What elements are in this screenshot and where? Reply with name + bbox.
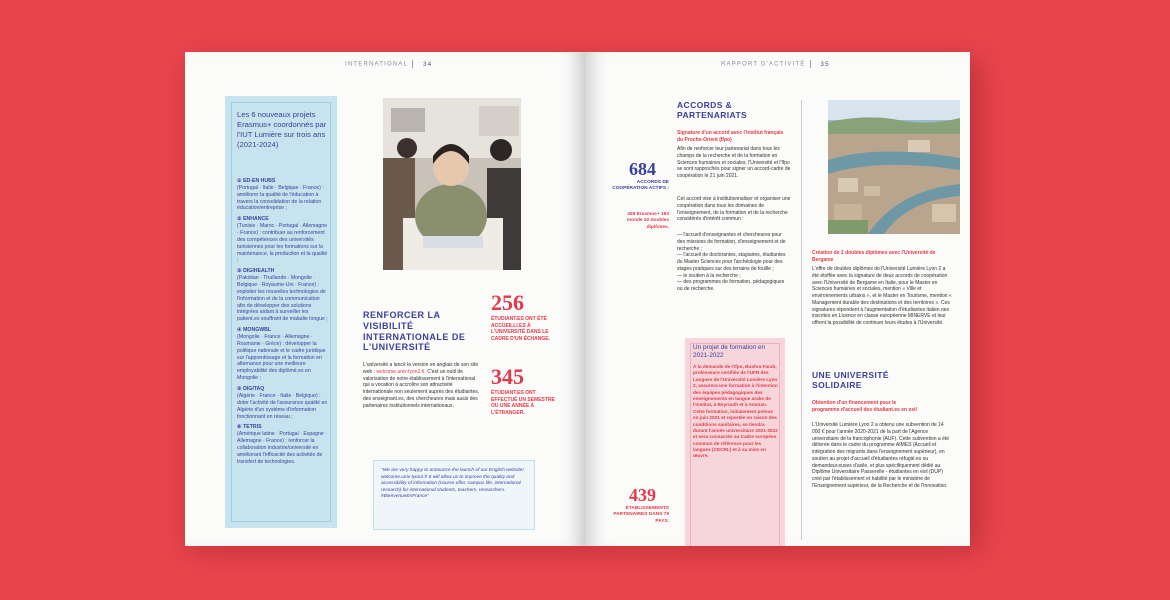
bergame-text: L'offre de doubles diplômes de l'Université Lumière Lyon 2 a été étoffée avec la signature de deux accords de coopération avec l'Université de Bergame en Italie, pour le Master en Sciences humaines et sociales, mention « Ville et environnements urbains », et le Master en Tourisme, mention « Management durable des destinations et des territoires ». Ces signatures répondent à l'augmentation d'étudiantes italien.nes inscrites en Licence en classe européenne MINERVE et leur offrent la possibilité de continuer leurs études à l'Université.	[812, 266, 952, 326]
section-title: RENFORCER LA VISIBILITÉ INTERNATIONALE DE L'UNIVERSITÉ	[363, 310, 466, 353]
bergame-subhead: Création de 2 doubles diplômes avec l'Université de Bergame	[812, 250, 936, 263]
list-item: — l'accueil de doctorantes, stagiaires, étudiantes du Master Sciences pour l'archéologie pour des stages pratiques sur des terrains de fouille ;	[677, 252, 786, 272]
left-page	[185, 52, 585, 546]
list-item: — le soutien à la recherche ;	[677, 272, 741, 279]
project-item: ① ED-EN HUBS (Portugal · Italie · Belgique · France) : améliorer la qualité de l'éducation à travers la consolidation de la relation éducation/entreprise ;	[237, 178, 324, 212]
project-item: ⑤ DIGITAQ (Algérie · France · Italie · Belgique) : doter l'activité de l'assurance qualité en Algérie d'un système d'information fonctionnant en réseau ;	[237, 386, 328, 420]
stat-value-439: 439	[629, 485, 656, 505]
ifpo-paragraph-1: Afin de renforcer leur partenariat dans tous les champs de la recherche et de la formation en Sciences humaines et sociales, l'Université et l'Ifpo se sont rapprochés pour signer un accord-cadre de coopération le 21 juin 2021.	[677, 146, 791, 179]
stat-label-439: ÉTABLISSEMENTS PARTENAIRES DANS 79 PAYS.	[613, 506, 669, 524]
stat-label-345: ÉTUDIANT.ES ONT EFFECTUÉ UN SEMESTRE OU UNE ANNÉE À L'ÉTRANGER.	[491, 390, 555, 416]
stat-label-684: ACCORDS DE COOPÉRATION ACTIFS :	[612, 180, 669, 192]
project-item: ② ENHANCE (Tunisie · Maroc · Portugal · Allemagne · France) : contribuer au renforcement des compétences des universités tunisiennes pour les formations sur la maintenance, la production et la qualité ;	[237, 216, 328, 264]
ifpo-subhead: Signature d'un accord avec l'Institut français du Proche-Orient (Ifpo)	[677, 130, 784, 143]
list-item: — des programmes de formation, pédagogiques ou de recherche.	[677, 279, 785, 292]
student-photo	[383, 98, 521, 270]
page-number-left: 34	[423, 61, 433, 68]
solidaire-text: L'Université Lumière Lyon 2 a obtenu une subvention de 14 000 € pour l'année 2020-2021 de la part de l'Agence universitaire de la francophonie (AUF). Cette subvention a été délivrée dans le cadre du programme AIMES (Accueil et intégration des migrants dans l'enseignement supérieur), en soutien au projet d'accueil d'étudiantes réfugié.es ou demandeur.euses d'asile, et plus spécifiquement dédié au Diplôme Universitaire Passerelle - étudiantes en exil (DUP) créé par l'établissement et habilité par le ministère de l'Enseignement supérieur, de la Recherche et de l'Innovation.	[812, 422, 950, 489]
sidebar-project-list	[237, 178, 329, 470]
sidebar-title: Les 6 nouveaux projets Erasmus+ coordonnés par l'IUT Lumière sur trois ans (2021-2024)	[237, 110, 327, 150]
stat-value-684: 684	[629, 159, 656, 179]
stat-value-345: 345	[491, 364, 524, 389]
right-page	[585, 52, 970, 546]
accords-breakdown: 459 Erasmus+ 193 monde 32 doubles diplômes.	[626, 212, 669, 230]
running-head-right	[721, 60, 830, 68]
stat-value-256: 256	[491, 290, 524, 315]
project-item: ④ MONGWBL (Mongolie · France · Allemagne · Roumanie · Grèce) : développer la politique nationale et le cadre juridique sur l'apprentissage et la formation en alternance pour une meilleure employabilité des diplômé.es en Mongolie ;	[237, 327, 326, 382]
project-item: ③ DIGIHEALTH (Pakistan · Thaïlande · Mongolie · Belgique · Royaume-Uni · France) : exploiter les nouvelles technologies de l'information et de la communication afin de développer des solutions intégrées aidant à surveiller les patient.es souffrant de maladie longue ;	[237, 268, 328, 323]
solidaire-title: UNE UNIVERSITÉ SOLIDAIRE	[812, 370, 889, 391]
english-site-quote: "We are very happy to announce the launch of our English website! welcome.univ-lyon2.fr It will allow us to improve the quality and accessibility of information (course offer, campus life, international research) for international students, teachers, researchers. #BienvenueEnFrance"	[381, 468, 524, 500]
page-number-right: 35	[820, 61, 830, 68]
running-head-left	[345, 60, 432, 68]
running-head-label: INTERNATIONAL	[345, 61, 409, 68]
section-body: L'université a lancé la version en anglais de son site web : welcome.univ-lyon2.fr. C'est un outil de valorisation de notre établissement à l'international qui a vocation à accroître son attractivité internationale non seulement auprès des étudiantes, des enseignant.es, des chercheures mais aussi des partenaires institutionnels internationaux.	[363, 362, 480, 409]
lyon-city-photo	[828, 100, 960, 234]
column-divider	[801, 100, 802, 540]
accords-title: ACCORDS & PARTENARIATS	[677, 100, 748, 121]
stat-label-256: ÉTUDIANT.ES ONT ÉTÉ ACCUEILLI.ES À L'UNIVERSITÉ DANS LE CADRE D'UN ÉCHANGE.	[491, 316, 550, 342]
ifpo-list	[677, 232, 791, 293]
solidaire-subhead: Obtention d'un financement pour le programme d'accueil des étudiant.es en exil	[812, 400, 917, 413]
projet-title: Un projet de formation en 2021-2022	[693, 344, 766, 359]
projet-text: À la demande de l'Ifpo, Bushra Farah, professeure certifiée de l'UFR des Langues de l'Université Lumière Lyon 2, assurera une formation à l'intention des équipes pédagogiques des enseignements en langue arabe de l'Institut, à Beyrouth et à Amman. Cette formation, initialement prévue en juin 2021 et reportée en raison des conditions sanitaires, se tiendra durant l'année universitaire 2021-2022 et sera consacrée au Cadre européen commun de référence pour les langues (CECRL) et à sa mise en œuvre.	[693, 364, 778, 459]
project-item: ⑥ TETRIS (Amérique latine · Portugal · Espagne · Allemagne · France) : renforcer la collaboration industrie/université en améliorant l'efficacité des activités de transfert de technologies.	[237, 424, 327, 465]
list-item: — l'accueil d'enseignantes et chercheures pour des missions de formation, d'enseignement et de recherche ;	[677, 232, 786, 252]
running-head-label: RAPPORT D'ACTIVITÉ	[721, 61, 806, 68]
website-link[interactable]: welcome.univ-lyon2.fr	[376, 368, 425, 375]
ifpo-paragraph-2: Cet accord vise à institutionnaliser et organiser une coopération dans tous les domaines de l'enseignement, de la formation et de la recherche considérés d'intérêt commun :	[677, 196, 791, 223]
